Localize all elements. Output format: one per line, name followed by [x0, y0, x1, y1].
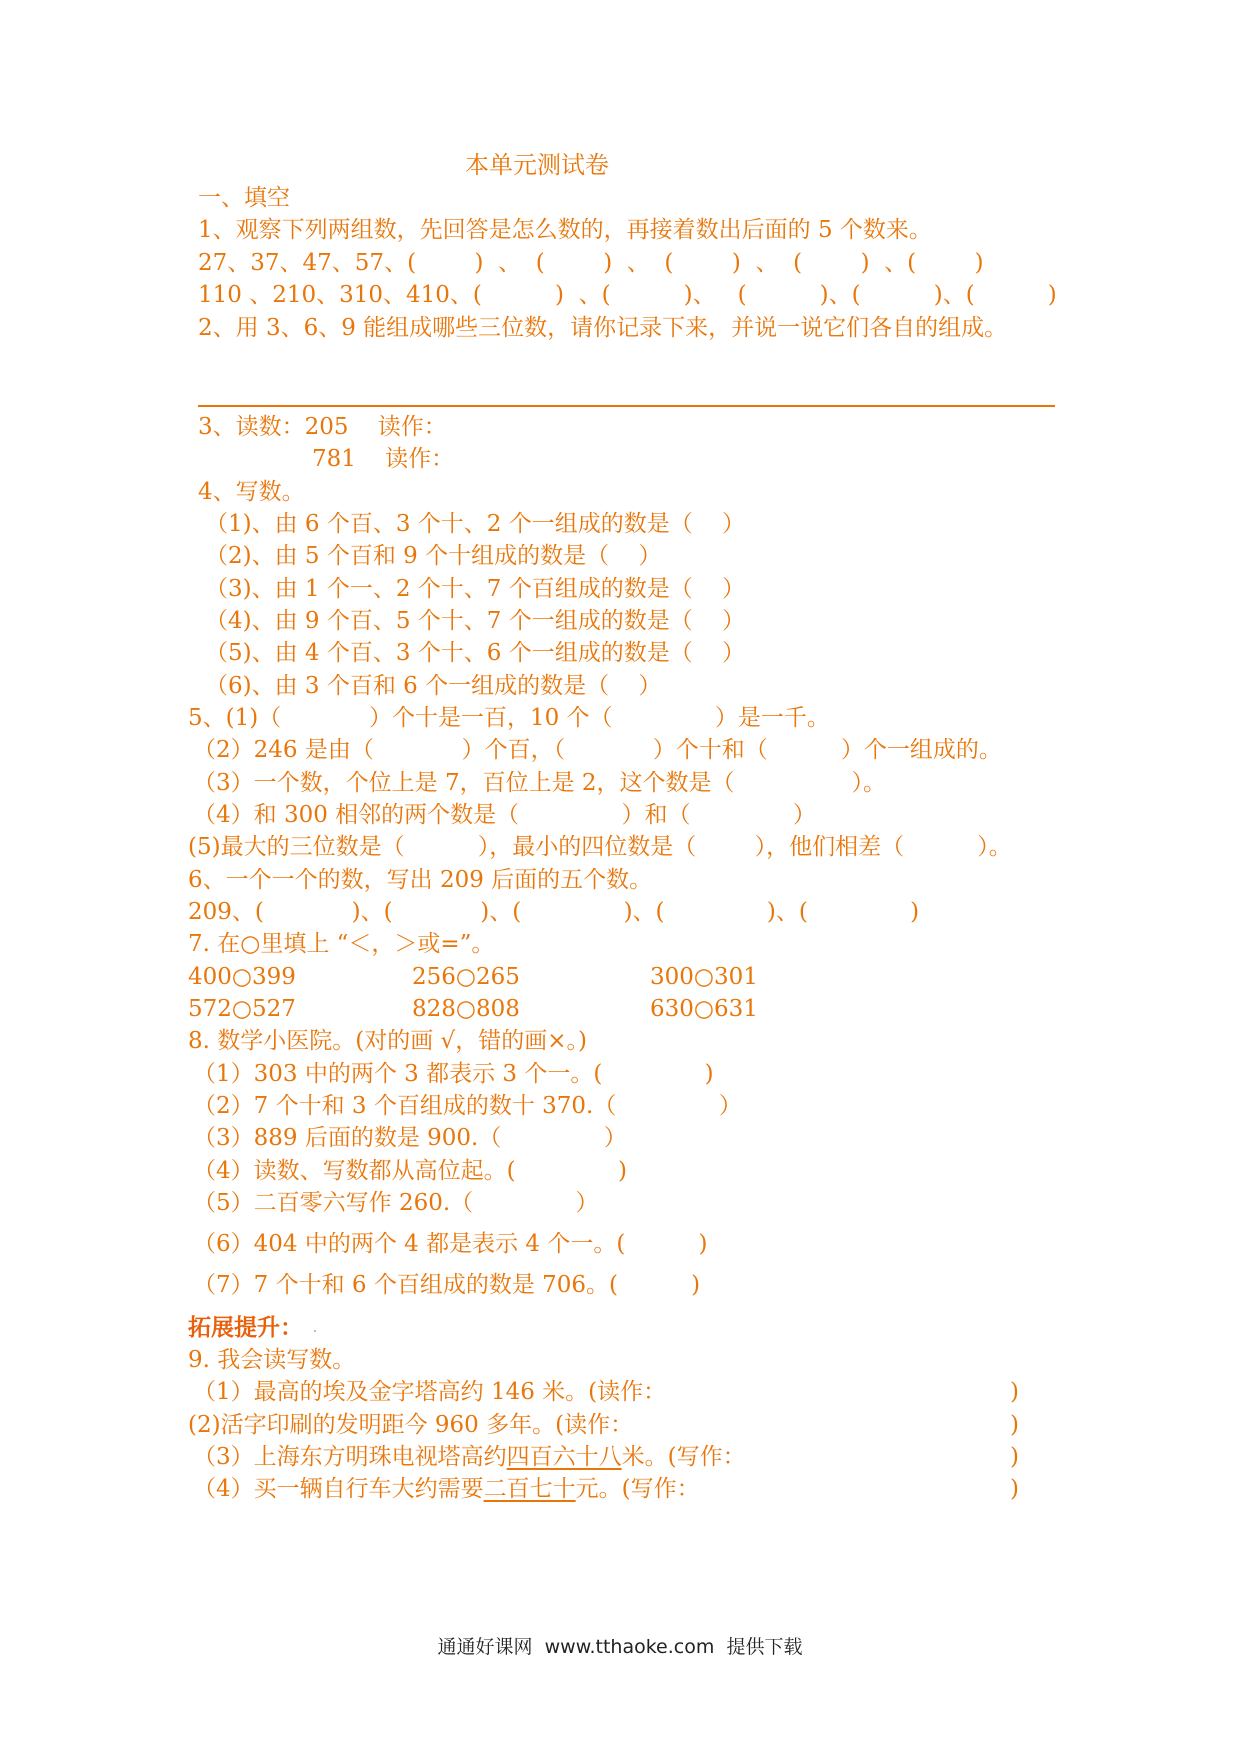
answer-line	[198, 405, 1055, 407]
q9-item-underlined: 二百七十	[483, 1476, 576, 1502]
q9-item-close-paren: )	[1010, 1476, 1019, 1502]
q8-item: （2）7 个十和 3 个百组成的数十 370.（ ）	[193, 1093, 742, 1119]
q4-item: （1)、由 6 个百、3 个十、2 个一组成的数是（ ）	[205, 511, 745, 537]
q9-item	[193, 1377, 666, 1407]
q6-sequence: 209、( )、( )、( )、( )、( )	[188, 899, 920, 925]
q5-item: （4）和 300 相邻的两个数是（ ）和（ ）	[193, 802, 816, 828]
q9-item	[188, 1410, 633, 1440]
q9-prompt: 9. 我会读写数。	[188, 1347, 356, 1373]
q3-line-2: 781 读作：	[312, 446, 455, 472]
q7-compare: 256○265	[412, 964, 520, 990]
q8-item: （4）读数、写数都从高位起。( )	[193, 1158, 627, 1184]
q8-item: （7）7 个十和 6 个百组成的数是 706。( )	[193, 1272, 701, 1298]
q7-compare: 572○527	[188, 996, 296, 1022]
q9-item-close-paren: )	[1010, 1412, 1019, 1438]
q3-line-1: 3、读数：205 读作：	[198, 414, 447, 440]
q5-item: （2）246 是由（ ）个百，（ ）个十和（ ）个一组成的。	[193, 737, 1002, 763]
extension-heading: 拓展提升：	[188, 1314, 303, 1341]
q8-prompt: 8. 数学小医院。(对的画 √，错的画×。)	[188, 1028, 587, 1054]
q4-item: （6)、由 3 个百和 6 个一组成的数是（ ）	[205, 673, 662, 699]
q8-item: （6）404 中的两个 4 都是表示 4 个一。( )	[193, 1231, 708, 1257]
q9-item-underlined: 四百六十八	[506, 1444, 622, 1470]
q1-prompt: 1、观察下列两组数，先回答是怎么数的，再接着数出后面的 5 个数来。	[198, 217, 932, 243]
page-title: 本单元测试卷	[465, 151, 609, 179]
q4-item: （4)、由 9 个百、5 个十、7 个一组成的数是（ ）	[205, 608, 745, 634]
q5-item: （3）一个数，个位上是 7，百位上是 2，这个数是（ ）。	[193, 770, 886, 796]
q8-item: （5）二百零六写作 260.（ ）	[193, 1190, 599, 1216]
q9-item-text-after: 米。(写作：	[621, 1444, 746, 1470]
q4-item: （2)、由 5 个百和 9 个十组成的数是（ ）	[205, 543, 662, 569]
q1-sequence-2: 110 、210、310、410、( ) 、( )、 ( )、( )、( )	[198, 282, 1057, 308]
q9-item-text: (2)活字印刷的发明距今 960 多年。(读作：	[188, 1412, 634, 1438]
section-heading-fill-in: 一、填空	[198, 185, 290, 211]
q7-compare: 400○399	[188, 964, 296, 990]
footer-credit: 通通好课网 www.tthaoke.com 提供下载	[437, 1636, 803, 1658]
q9-item-text: （3）上海东方明珠电视塔高约	[193, 1444, 507, 1470]
q1-sequence-1: 27、37、47、57、( ) 、 ( ) 、 ( ) 、 ( ) 、( )	[198, 250, 984, 276]
q9-item-close-paren: )	[1010, 1444, 1019, 1470]
q7-prompt: 7. 在○里填上 “＜，＞或=”。	[188, 931, 495, 957]
q2-prompt: 2、用 3、6、9 能组成哪些三位数，请你记录下来，并说一说它们各自的组成。	[198, 315, 1008, 341]
q9-item-text: （1）最高的埃及金字塔高约 146 米。(读作：	[193, 1379, 667, 1405]
q6-prompt: 6、一个一个的数，写出 209 后面的五个数。	[188, 867, 653, 893]
q5-item: (5)最大的三位数是（ ），最小的四位数是（ ），他们相差（ ）。	[188, 834, 1012, 860]
stray-mark	[314, 1330, 316, 1332]
q9-item	[193, 1442, 746, 1472]
q7-compare: 828○808	[412, 996, 520, 1022]
q4-item: （5)、由 4 个百、3 个十、6 个一组成的数是（ ）	[205, 640, 745, 666]
q8-item: （1）303 中的两个 3 都表示 3 个一。( )	[193, 1061, 714, 1087]
q9-item	[193, 1474, 700, 1504]
q7-compare: 300○301	[650, 964, 758, 990]
q4-prompt: 4、写数。	[198, 479, 305, 505]
q4-item: （3)、由 1 个一、2 个十、7 个百组成的数是（ ）	[205, 576, 745, 602]
q7-compare: 630○631	[650, 996, 758, 1022]
q9-item-close-paren: )	[1010, 1379, 1019, 1405]
q9-item-text: （4）买一辆自行车大约需要	[193, 1476, 484, 1502]
q8-item: （3）889 后面的数是 900.（ ）	[193, 1125, 627, 1151]
q9-item-text-after: 元。(写作：	[575, 1476, 700, 1502]
q5-item: 5、(1)（ ）个十是一百，10 个（ ）是一千。	[188, 705, 830, 731]
